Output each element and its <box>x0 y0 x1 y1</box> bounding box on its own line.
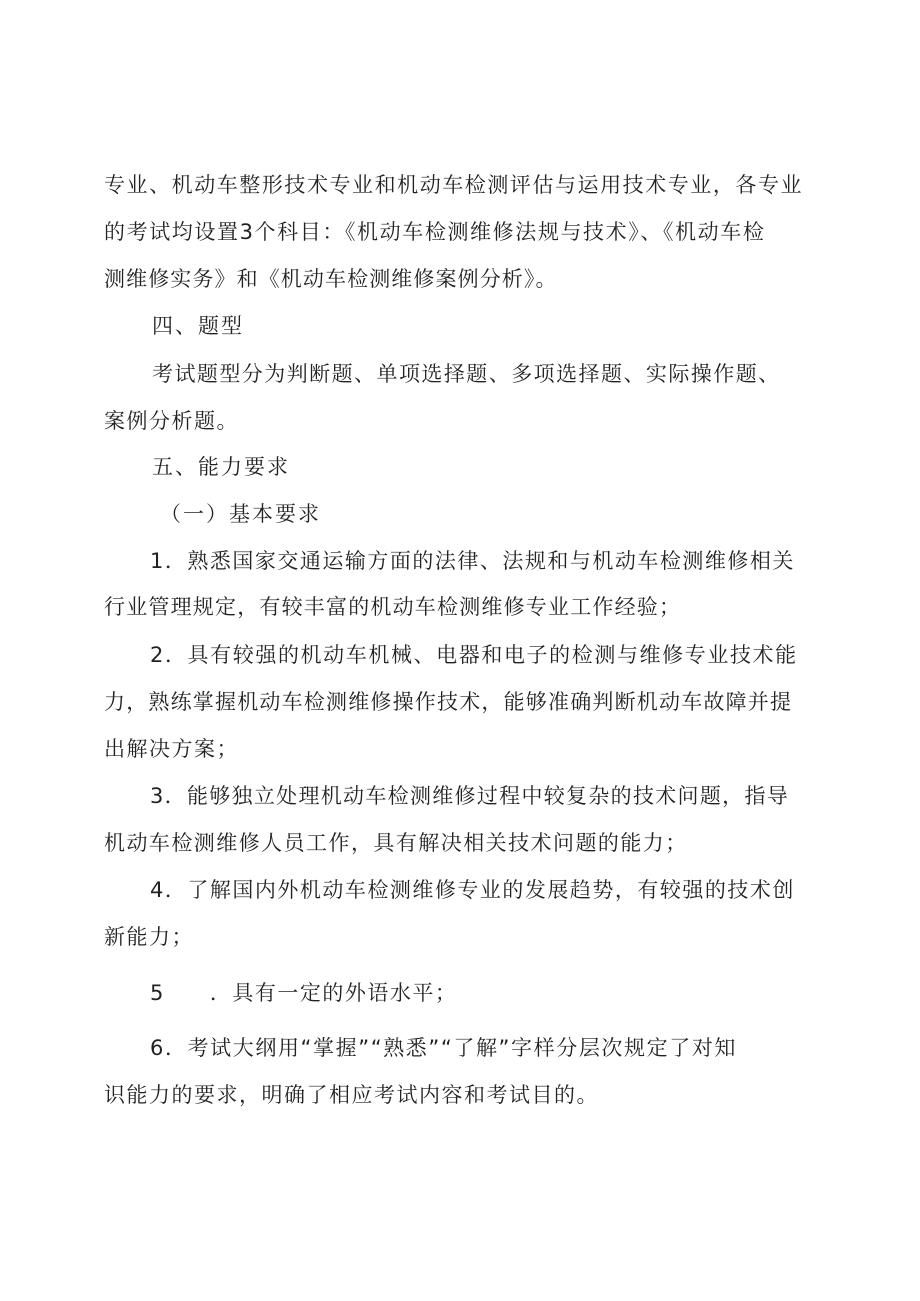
body-paragraph-line: 专业、机动车整形技术专业和机动车检测评估与运用技术专业，各专业 <box>104 173 804 197</box>
list-item-line: 行业管理规定，有较丰富的机动车检测维修专业工作经验； <box>104 595 682 619</box>
list-item-line: 1．熟悉国家交通运输方面的法律、法规和与机动车检测维修相关 <box>150 549 795 573</box>
list-item-line: 2．具有较强的机动车机械、电器和电子的检测与维修专业技术能 <box>150 643 798 667</box>
body-paragraph-line: 考试题型分为判断题、单项选择题、多项选择题、实际操作题、 <box>152 362 781 386</box>
list-item-line: 机动车检测维修人员工作，具有解决相关技术问题的能力； <box>104 831 688 855</box>
subsection-heading-basic-requirements: （一）基本要求 <box>160 502 321 526</box>
section-heading-question-types: 四、题型 <box>152 314 244 338</box>
list-item-line: 6．考试大纲用“掌握”“熟悉”“了解”字样分层次规定了对知 <box>150 1036 738 1060</box>
body-paragraph-line: 案例分析题。 <box>104 409 239 433</box>
body-paragraph-line: 测维修实务》和《机动车检测维修案例分析》。 <box>104 267 558 291</box>
section-heading-ability-requirements: 五、能力要求 <box>152 455 290 479</box>
list-item-line: 力，熟练掌握机动车检测维修操作技术，能够准确判断机动车故障并提 <box>104 690 793 714</box>
list-item-line: 3．能够独立处理机动车检测维修过程中较复杂的技术问题，指导 <box>150 784 790 808</box>
list-item-line: 新能力； <box>104 925 194 949</box>
list-item-line: 5 ．具有一定的外语水平； <box>150 981 458 1005</box>
list-item-line: 出解决方案； <box>104 737 239 761</box>
body-paragraph-line: 的考试均设置3个科目：《机动车检测维修法规与技术》、《机动车检 <box>104 220 766 244</box>
list-item-line: 4．了解国内外机动车检测维修专业的发展趋势，有较强的技术创 <box>150 878 795 902</box>
list-item-line: 识能力的要求，明确了相应考试内容和考试目的。 <box>104 1083 599 1107</box>
